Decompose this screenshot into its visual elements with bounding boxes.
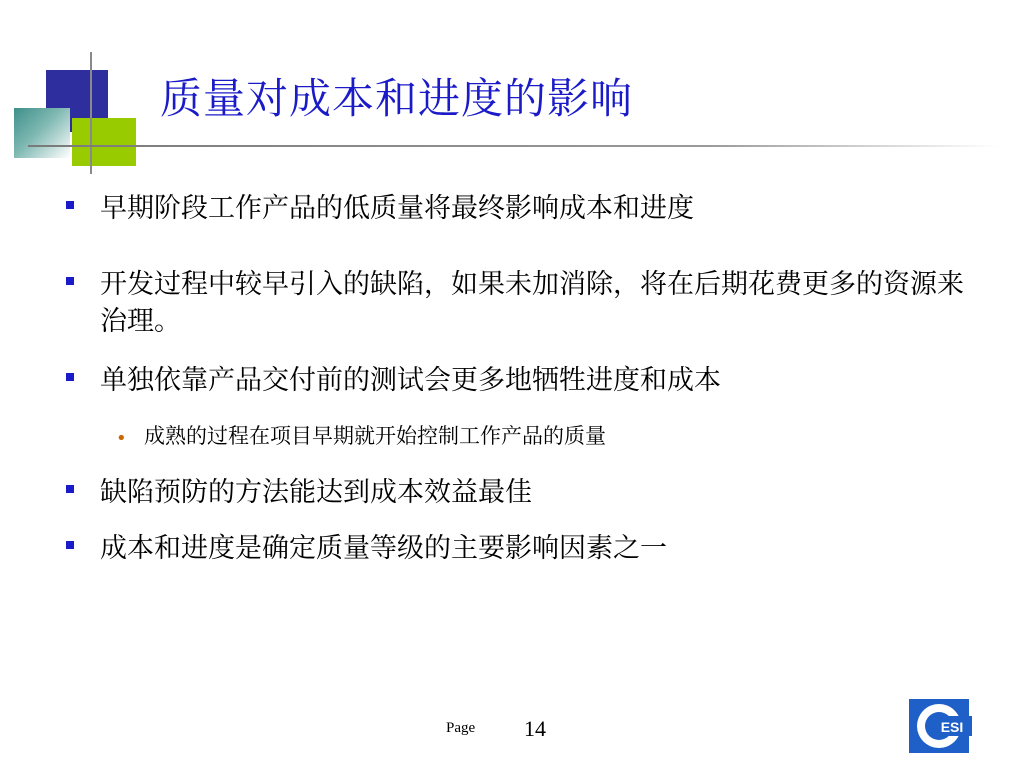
bullet-item xyxy=(62,190,982,227)
square-bullet-icon xyxy=(66,201,74,209)
bullet-text: 早期阶段工作产品的低质量将最终影响成本和进度 xyxy=(100,193,694,224)
bullet-text: 成本和进度是确定质量等级的主要影响因素之一 xyxy=(100,533,667,564)
bullet-item xyxy=(62,266,982,340)
logo-text: ESI xyxy=(940,719,964,735)
bullet-item xyxy=(62,474,982,511)
sub-bullet-item xyxy=(62,421,982,451)
square-bullet-icon xyxy=(66,485,74,493)
decorative-teal-square xyxy=(14,108,70,158)
dot-bullet-icon: • xyxy=(116,428,127,449)
decorative-vertical-line xyxy=(90,52,92,174)
square-bullet-icon xyxy=(66,277,74,285)
bullet-item xyxy=(62,530,982,567)
square-bullet-icon xyxy=(66,373,74,381)
bullet-text: 开发过程中较早引入的缺陷，如果未加消除，将在后期花费更多的资源来治理。 xyxy=(100,269,964,337)
decorative-green-square xyxy=(72,118,136,166)
title-underline xyxy=(28,145,1000,147)
bullet-text: 缺陷预防的方法能达到成本效益最佳 xyxy=(100,477,532,508)
bullet-item xyxy=(62,362,982,399)
slide-title: 质量对成本和进度的影响 xyxy=(160,74,634,123)
square-bullet-icon xyxy=(66,541,74,549)
page-label: Page xyxy=(446,720,476,736)
page-number: 14 xyxy=(524,716,546,741)
sub-bullet-text: 成熟的过程在项目早期就开始控制工作产品的质量 xyxy=(144,424,606,448)
bullet-text: 单独依靠产品交付前的测试会更多地牺牲进度和成本 xyxy=(100,365,721,396)
esi-logo-icon xyxy=(906,696,972,756)
